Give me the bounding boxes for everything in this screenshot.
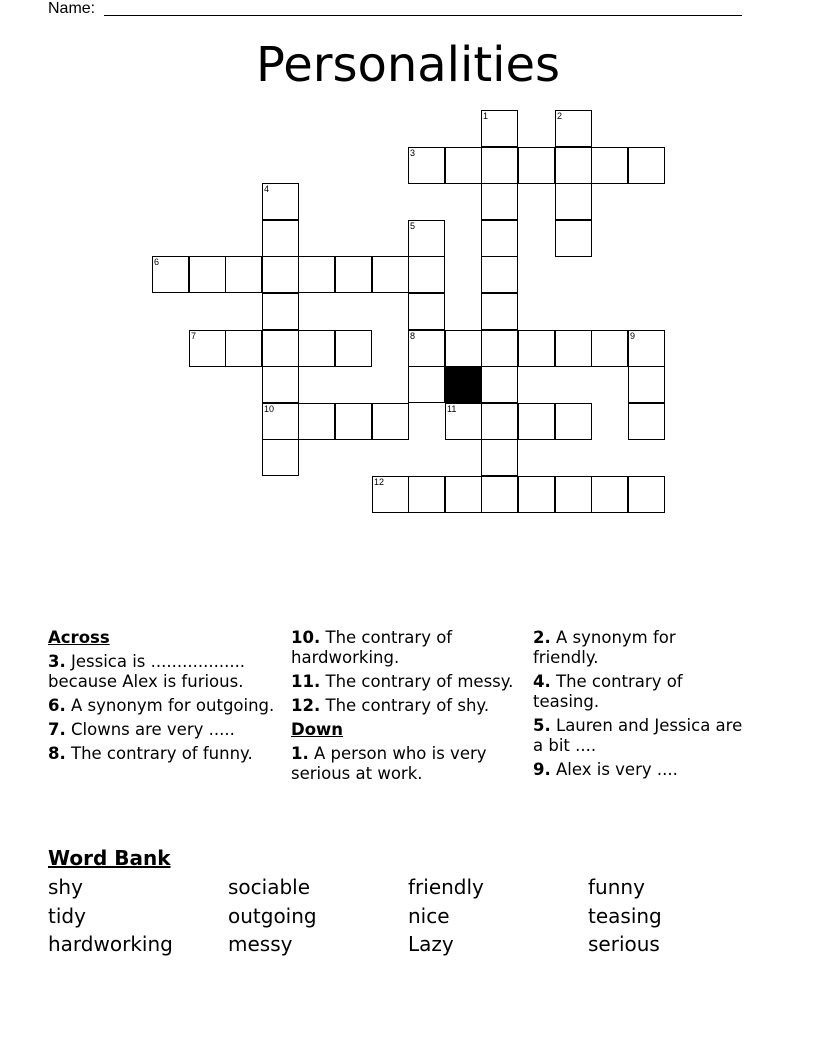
crossword-cell[interactable] — [408, 330, 445, 367]
crossword-cell[interactable] — [628, 403, 665, 440]
crossword-cell[interactable] — [628, 147, 665, 184]
crossword-cell[interactable] — [225, 256, 262, 293]
clue-number: 9 — [630, 331, 636, 341]
crossword-cell[interactable] — [408, 147, 445, 184]
crossword-cell[interactable] — [298, 330, 335, 367]
crossword-cell[interactable] — [591, 476, 628, 513]
crossword-cell[interactable] — [445, 476, 482, 513]
clues-column-2 — [291, 628, 517, 788]
clues-column-3 — [533, 628, 743, 784]
clue-number: 6 — [154, 257, 160, 267]
word-bank-item: serious — [588, 932, 660, 956]
crossword-cell[interactable] — [189, 256, 226, 293]
clue-down-2: 2. A synonym for friendly. — [533, 628, 676, 667]
clue-down-5: 5. Lauren and Jessica are a bit .... — [533, 716, 743, 755]
clue-number: 3 — [410, 148, 416, 158]
crossword-cell[interactable] — [408, 476, 445, 513]
crossword-cell[interactable] — [262, 183, 299, 220]
crossword-cell[interactable] — [481, 110, 518, 147]
clue-number: 7 — [191, 331, 197, 341]
crossword-cell[interactable] — [152, 256, 189, 293]
crossword-cell[interactable] — [335, 256, 372, 293]
word-bank-item: shy — [48, 875, 83, 899]
clue-down-1: 1. A person who is very serious at work. — [291, 744, 487, 783]
page-title: Personalities — [255, 37, 561, 93]
clue-down-4: 4. The contrary of teasing. — [533, 672, 683, 711]
crossword-cell[interactable] — [445, 147, 482, 184]
crossword-cell[interactable] — [189, 330, 226, 367]
crossword-cell[interactable] — [555, 110, 592, 147]
word-bank-item: hardworking — [48, 932, 173, 956]
crossword-cell[interactable] — [262, 220, 299, 257]
clue-number: 10 — [264, 404, 275, 414]
crossword-cell[interactable] — [372, 256, 409, 293]
crossword-cell[interactable] — [408, 293, 445, 330]
clue-number: 11 — [447, 404, 457, 414]
crossword-cell[interactable] — [408, 220, 445, 257]
crossword-cell[interactable] — [298, 403, 335, 440]
name-label: Name: — [48, 0, 96, 17]
crossword-cell[interactable] — [555, 220, 592, 257]
word-bank-item: Lazy — [408, 932, 454, 956]
crossword-cell[interactable] — [591, 330, 628, 367]
crossword-cell[interactable] — [555, 403, 592, 440]
word-bank-item: sociable — [228, 875, 311, 899]
crossword-cell[interactable] — [481, 330, 518, 367]
word-bank-item: friendly — [408, 875, 484, 899]
clue-across-6: 6. A synonym for outgoing. — [48, 696, 275, 715]
across-heading: Across — [48, 628, 110, 647]
clue-across-11: 11. The contrary of messy. — [291, 672, 514, 691]
crossword-cell[interactable] — [555, 183, 592, 220]
clue-number: 1 — [483, 111, 489, 121]
clue-across-7: 7. Clowns are very ..... — [48, 720, 235, 739]
crossword-cell[interactable] — [481, 476, 518, 513]
crossword-cell[interactable] — [262, 439, 299, 476]
down-heading: Down — [291, 720, 344, 739]
clue-across-10: 10. The contrary of hardworking. — [291, 628, 453, 667]
clues-column-1 — [48, 628, 280, 768]
crossword-cell[interactable] — [262, 293, 299, 330]
crossword-cell[interactable] — [481, 147, 518, 184]
crossword-cell[interactable] — [518, 147, 555, 184]
crossword-cell[interactable] — [628, 476, 665, 513]
crossword-cell[interactable] — [408, 256, 445, 293]
clue-number: 5 — [410, 221, 416, 231]
crossword-cell[interactable] — [262, 256, 299, 293]
crossword-cell[interactable] — [481, 366, 518, 403]
word-bank-item: nice — [408, 904, 450, 928]
word-bank-item: tidy — [48, 904, 86, 928]
crossword-cell[interactable] — [481, 220, 518, 257]
crossword-cell[interactable] — [445, 403, 482, 440]
crossword-cell[interactable] — [518, 403, 555, 440]
crossword-cell[interactable] — [262, 366, 299, 403]
clue-across-3: 3. Jessica is .................. because Alex is furious. — [48, 652, 246, 691]
crossword-cell[interactable] — [335, 330, 372, 367]
crossword-cell[interactable] — [555, 476, 592, 513]
crossword-cell[interactable] — [555, 330, 592, 367]
clue-number: 12 — [374, 477, 385, 487]
crossword-cell[interactable] — [262, 403, 299, 440]
word-bank-item: outgoing — [228, 904, 317, 928]
crossword-cell[interactable] — [628, 330, 665, 367]
clue-number: 8 — [410, 331, 416, 341]
crossword-cell[interactable] — [481, 439, 518, 476]
crossword-block — [445, 366, 482, 403]
crossword-cell[interactable] — [481, 403, 518, 440]
clue-down-9: 9. Alex is very .... — [533, 760, 678, 779]
clue-across-8: 8. The contrary of funny. — [48, 744, 253, 763]
crossword-cell[interactable] — [372, 403, 409, 440]
crossword-cell[interactable] — [335, 403, 372, 440]
word-bank-title: Word Bank — [48, 846, 171, 870]
word-bank-item: funny — [588, 875, 645, 899]
crossword-cell[interactable] — [518, 330, 555, 367]
crossword-cell[interactable] — [298, 256, 335, 293]
crossword-cell[interactable] — [225, 330, 262, 367]
clue-across-12: 12. The contrary of shy. — [291, 696, 490, 715]
crossword-cell[interactable] — [445, 330, 482, 367]
word-bank-item: messy — [228, 932, 293, 956]
crossword-cell[interactable] — [555, 147, 592, 184]
crossword-cell[interactable] — [408, 366, 445, 403]
crossword-cell[interactable] — [518, 476, 555, 513]
crossword-cell[interactable] — [481, 256, 518, 293]
crossword-cell[interactable] — [372, 476, 409, 513]
crossword-cell[interactable] — [481, 183, 518, 220]
crossword-cell[interactable] — [481, 293, 518, 330]
crossword-cell[interactable] — [591, 147, 628, 184]
clue-number: 4 — [264, 184, 270, 194]
clue-number: 2 — [557, 111, 563, 121]
crossword-cell[interactable] — [628, 366, 665, 403]
crossword-cell[interactable] — [262, 330, 299, 367]
word-bank-item: teasing — [588, 904, 662, 928]
